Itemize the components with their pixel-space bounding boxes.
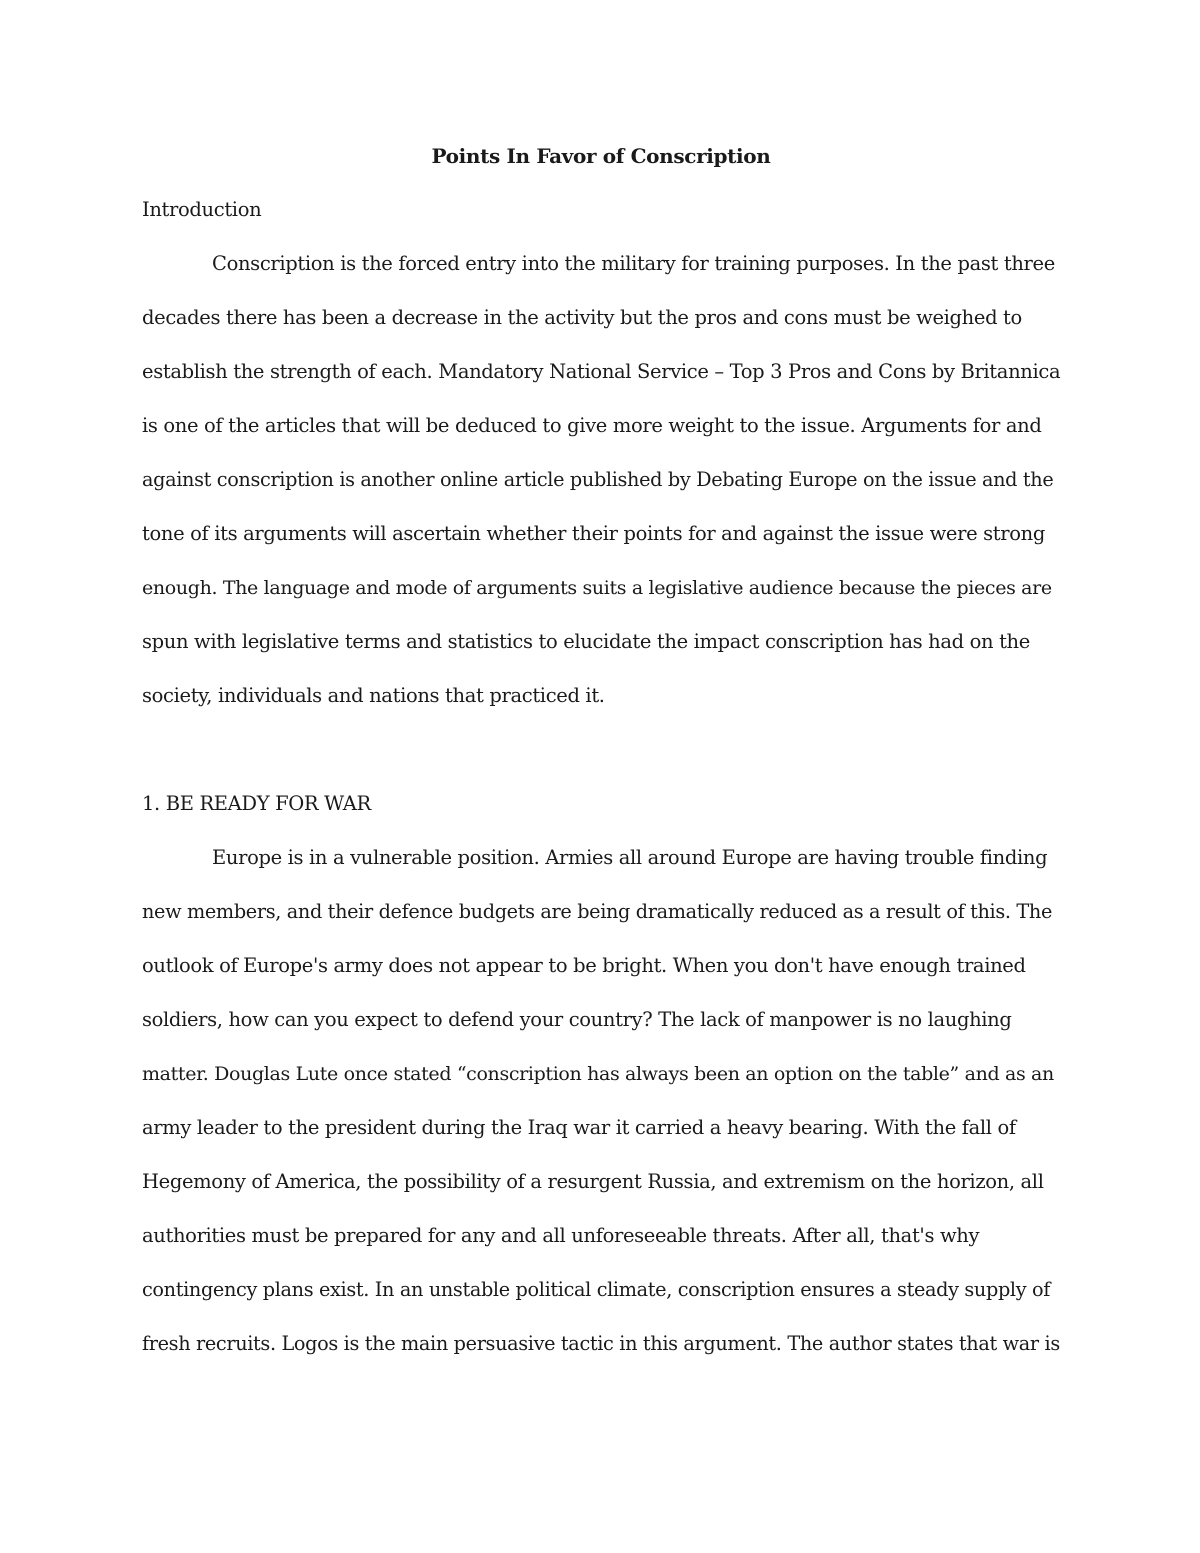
section1-line: outlook of Europe's army does not appear to be bright. When you don't have enough trained [142,954,1026,977]
intro-line: spun with legislative terms and statistics to elucidate the impact conscription has had on the [142,630,1030,653]
intro-line: society, individuals and nations that practiced it. [142,684,605,707]
intro-line: is one of the articles that will be deduced to give more weight to the issue. Arguments for and [142,414,1042,437]
section1-line: army leader to the president during the Iraq war it carried a heavy bearing. With the fall of [142,1116,1016,1139]
section1-line: matter. Douglas Lute once stated “conscription has always been an option on the table” and as an [142,1063,1054,1085]
document-title: Points In Favor of Conscription [431,144,771,168]
section1-line: authorities must be prepared for any and all unforeseeable threats. After all, that's why [142,1224,980,1247]
section1-line: fresh recruits. Logos is the main persuasive tactic in this argument. The author states that war is [142,1332,1060,1355]
intro-line: tone of its arguments will ascertain whether their points for and against the issue were strong [142,522,1045,545]
intro-line: against conscription is another online article published by Debating Europe on the issue and the [142,468,1054,491]
intro-line: establish the strength of each. Mandatory National Service – Top 3 Pros and Cons by Britannica [142,360,1061,383]
intro-line: enough. The language and mode of arguments suits a legislative audience because the pieces are [142,577,1052,599]
section1-line: contingency plans exist. In an unstable political climate, conscription ensures a steady supply of [142,1278,1051,1301]
intro-heading: Introduction [142,198,262,221]
section1-line: new members, and their defence budgets are being dramatically reduced as a result of this. The [142,900,1052,923]
section1-line: Europe is in a vulnerable position. Armies all around Europe are having trouble finding [212,846,1048,869]
section1-heading: 1. BE READY FOR WAR [142,792,371,815]
section1-line: soldiers, how can you expect to defend your country? The lack of manpower is no laughing [142,1008,1012,1031]
intro-line: Conscription is the forced entry into the military for training purposes. In the past three [212,252,1055,275]
intro-line: decades there has been a decrease in the activity but the pros and cons must be weighed to [142,306,1022,329]
section1-line: Hegemony of America, the possibility of a resurgent Russia, and extremism on the horizon, all [142,1170,1044,1193]
